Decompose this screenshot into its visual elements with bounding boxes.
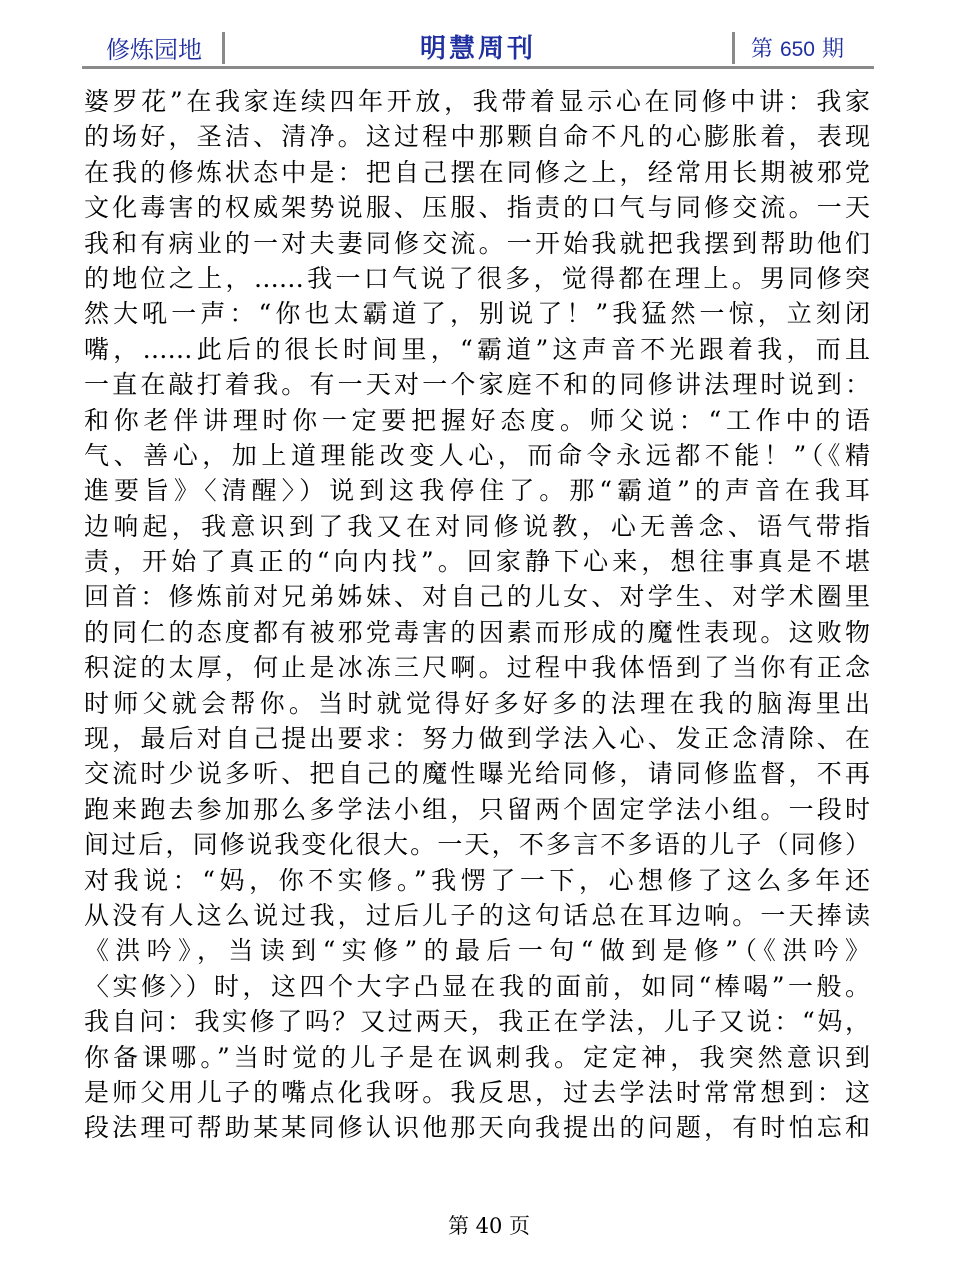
body-line: 進要旨》〈清醒〉）说到这我停住了。那“霸道”的声音在我耳: [84, 476, 870, 506]
body-line: 婆罗花”在我家连续四年开放，我带着显示心在同修中讲：我家: [84, 87, 870, 116]
body-line: 的地位之上，……我一口气说了很多，觉得都在理上。男同修突: [84, 263, 870, 293]
body-line: 回首：修炼前对兄弟姊妹、对自己的儿女、对学生、对学术圈里: [84, 582, 870, 612]
header-rule: [82, 66, 874, 69]
body-line: 的同仁的态度都有被邪党毒害的因素而形成的魔性表现。这败物: [84, 617, 870, 647]
body-line: 〈实修〉）时，这四个大字凸显在我的面前，如同“棒喝”一般。: [84, 971, 870, 1001]
body-line: 现，最后对自己提出要求：努力做到学法入心、发正念清除、在: [84, 724, 870, 754]
body-line: 和你老伴讲理时你一定要把握好态度。师父说：“工作中的语: [84, 405, 870, 435]
body-line: 责，开始了真正的“向内找”。回家静下心来，想往事真是不堪: [84, 547, 870, 577]
body-line: 一直在敲打着我。有一天对一个家庭不和的同修讲法理时说到：: [84, 370, 870, 400]
body-line: 段法理可帮助某某同修认识他那天向我提出的问题，有时怕忘和: [84, 1113, 870, 1143]
header-divider-right: [732, 32, 735, 64]
body-line: 我和有病业的一对夫妻同修交流。一开始我就把我摆到帮助他们: [84, 228, 870, 258]
body-line: 边响起，我意识到了我又在对同修说教，心无善念、语气带指: [84, 511, 870, 541]
body-line: 时师父就会帮你。当时就觉得好多好多的法理在我的脑海里出: [84, 688, 870, 718]
body-line: 《洪吟》，当读到“实修”的最后一句“做到是修”（《洪吟》: [84, 936, 870, 966]
issue-prefix: 第: [750, 37, 773, 62]
body-line: 交流时少说多听、把自己的魔性曝光给同修，请同修监督，不再: [84, 759, 870, 789]
body-line: 间过后，同修说我变化很大。一天，不多言不多语的儿子（同修）: [84, 830, 870, 860]
article-body: [84, 84, 870, 1146]
issue-number: 650: [779, 38, 815, 61]
page-header: [82, 26, 874, 70]
issue-label: [751, 32, 844, 63]
body-line: 的场好，圣洁、清净。这过程中那颗自命不凡的心膨胀着，表现: [84, 122, 870, 152]
body-line: 跑来跑去参加那么多学法小组，只留两个固定学法小组。一段时: [84, 794, 870, 824]
issue-suffix: 期: [821, 37, 844, 62]
body-line: 是师父用儿子的嘴点化我呀。我反思，过去学法时常常想到：这: [84, 1077, 870, 1107]
body-line: 文化毒害的权威架势说服、压服、指责的口气与同修交流。一天: [84, 193, 870, 223]
body-line: 气、善心，加上道理能改变人心，而命令永远都不能！”（《精: [84, 440, 870, 470]
body-line: 从没有人这么说过我，过后儿子的这句话总在耳边响。一天捧读: [84, 900, 870, 930]
publication-title: 明慧周刊: [419, 34, 536, 64]
body-line: 嘴，……此后的很长时间里，“霸道”这声音不光跟着我，而且: [84, 334, 870, 364]
section-name: 修炼园地: [106, 36, 202, 64]
body-line: 对我说：“妈，你不实修。”我愣了一下，心想修了这么多年还: [84, 865, 870, 895]
body-line: 我自问：我实修了吗？又过两天，我正在学法，儿子又说：“妈，: [84, 1007, 870, 1037]
body-line: 在我的修炼状态中是：把自己摆在同修之上，经常用长期被邪党: [84, 157, 870, 187]
body-line: 你备课哪。”当时觉的儿子是在讽刺我。定定神，我突然意识到: [84, 1042, 870, 1072]
body-line: 然大吼一声：“你也太霸道了，别说了！”我猛然一惊，立刻闭: [84, 299, 870, 329]
body-line: 积淀的太厚，何止是冰冻三尺啊。过程中我体悟到了当你有正念: [84, 653, 870, 683]
page-number: 第 40 页: [447, 1214, 531, 1238]
